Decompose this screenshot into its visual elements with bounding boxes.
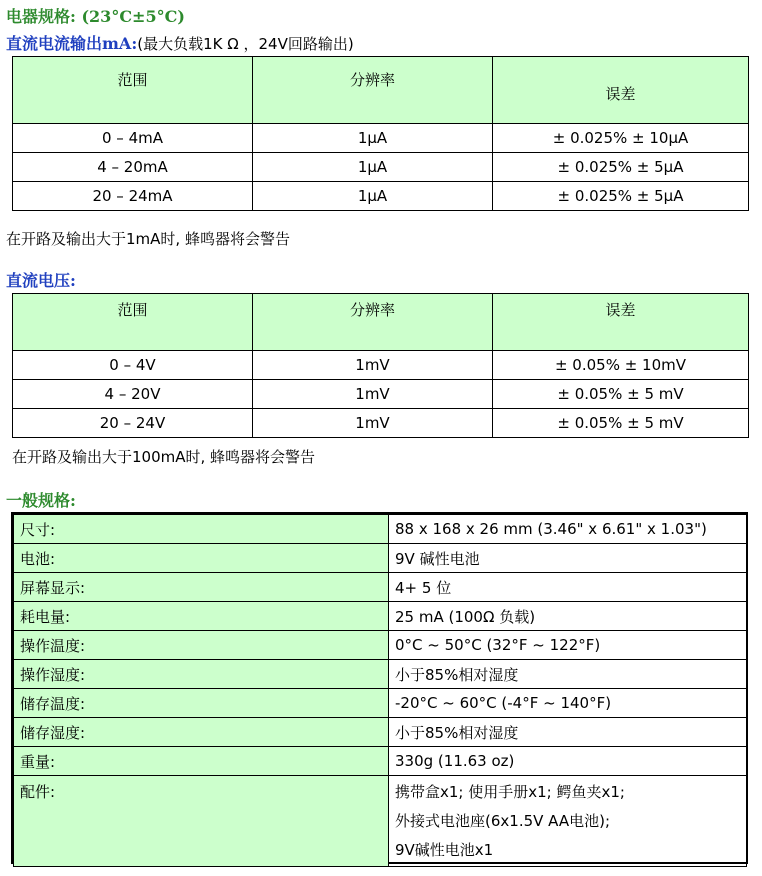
dc-current-note: 在开路及输出大于1mA时, 蜂鸣器将会警告 [6,230,290,248]
table-row [14,689,747,718]
general-spec-title: 一般规格: [6,491,76,510]
dc-voltage-title: 直流电压: [6,271,76,290]
cell-error: ± 0.025% ± 5µA [493,153,749,182]
header-range: 范围 [13,294,253,351]
spec-label: 尺寸: [14,515,389,544]
accessory-line: 携带盒x1; 使用手册x1; 鳄鱼夹x1; [395,783,625,801]
table-row [14,631,747,660]
table-row [14,718,747,747]
spec-value: 小于85%相对湿度 [389,718,747,747]
spec-label: 屏幕显示: [14,573,389,602]
cell-error: ± 0.05% ± 5 mV [493,380,749,409]
dc-voltage-note: 在开路及输出大于100mA时, 蜂鸣器将会警告 [12,448,316,466]
table-header-row [13,294,749,351]
spec-label: 重量: [14,747,389,776]
cell-range: 4 – 20mA [13,153,253,182]
cell-resolution: 1µA [253,182,493,211]
cell-range: 20 – 24mA [13,182,253,211]
cell-resolution: 1µA [253,124,493,153]
header-error: 误差 [493,57,749,124]
spec-label: 电池: [14,544,389,573]
spec-value: -20°C ~ 60°C (-4°F ~ 140°F) [389,689,747,718]
table-row [14,660,747,689]
spec-label: 储存湿度: [14,718,389,747]
header-error: 误差 [493,294,749,351]
table-row [14,544,747,573]
header-resolution: 分辨率 [253,294,493,351]
cell-resolution: 1µA [253,153,493,182]
cell-error: ± 0.025% ± 10µA [493,124,749,153]
cell-error: ± 0.05% ± 5 mV [493,409,749,438]
general-spec-frame [11,512,748,864]
table-row [14,573,747,602]
spec-value-accessories [389,776,747,867]
table-header-row [13,57,749,124]
cell-resolution: 1mV [253,380,493,409]
spec-label: 操作湿度: [14,660,389,689]
spec-value: 4+ 5 位 [389,573,747,602]
spec-label: 操作温度: [14,631,389,660]
table-row [13,124,749,153]
general-spec-table [13,514,747,867]
header-range: 范围 [13,57,253,124]
table-row [14,747,747,776]
spec-label: 储存温度: [14,689,389,718]
spec-label: 配件: [14,776,389,867]
electrical-spec-title: 电器规格: (23°C±5°C) [6,7,185,26]
table-row-accessories [14,776,747,867]
header-resolution: 分辨率 [253,57,493,124]
spec-label: 耗电量: [14,602,389,631]
cell-range: 4 – 20V [13,380,253,409]
cell-resolution: 1mV [253,409,493,438]
table-row [13,351,749,380]
dc-voltage-table [12,293,749,438]
spec-value: 0°C ~ 50°C (32°F ~ 122°F) [389,631,747,660]
dc-current-subtitle: (最大负载1K Ω ，24V回路输出) [137,35,354,53]
table-row [13,409,749,438]
table-row [14,602,747,631]
cell-resolution: 1mV [253,351,493,380]
accessory-line: 9V碱性电池x1 [395,841,494,859]
spec-value: 小于85%相对湿度 [389,660,747,689]
cell-error: ± 0.025% ± 5µA [493,182,749,211]
dc-current-table [12,56,749,211]
spec-value: 9V 碱性电池 [389,544,747,573]
cell-range: 0 – 4mA [13,124,253,153]
dc-current-heading [6,31,354,54]
table-row [13,153,749,182]
cell-error: ± 0.05% ± 10mV [493,351,749,380]
table-row [13,182,749,211]
table-row [13,380,749,409]
spec-value: 330g (11.63 oz) [389,747,747,776]
cell-range: 20 – 24V [13,409,253,438]
spec-value: 88 x 168 x 26 mm (3.46" x 6.61" x 1.03") [389,515,747,544]
spec-value: 25 mA (100Ω 负载) [389,602,747,631]
accessory-line: 外接式电池座(6x1.5V AA电池); [395,812,611,830]
cell-range: 0 – 4V [13,351,253,380]
table-row [14,515,747,544]
dc-current-title: 直流电流输出mA: [6,34,138,53]
